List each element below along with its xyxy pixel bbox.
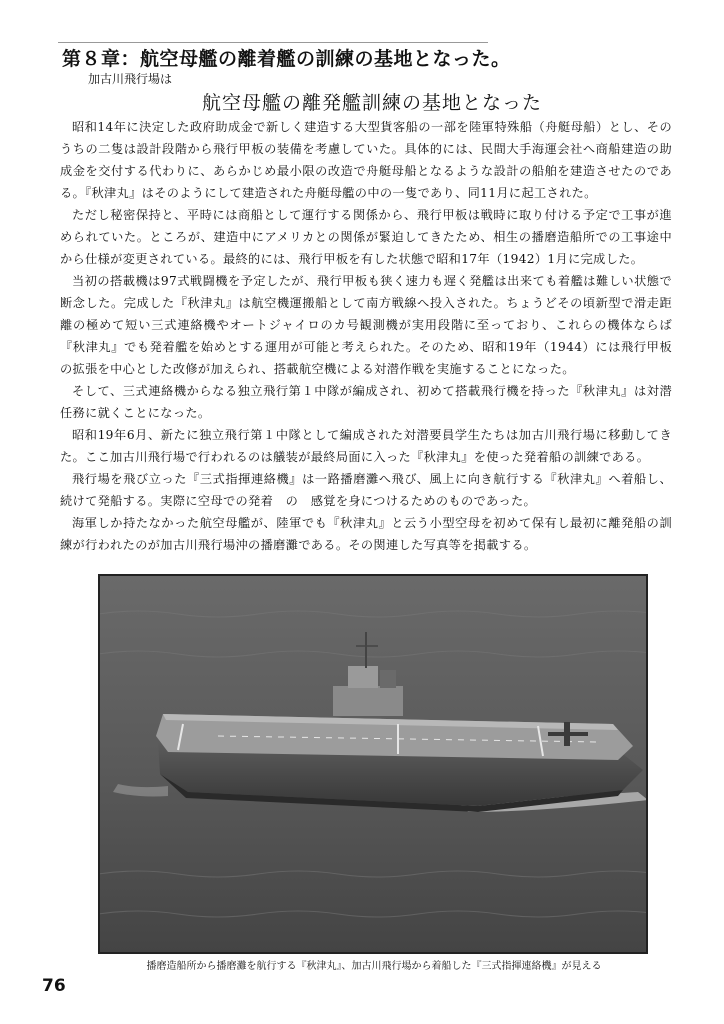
subtitle-small: 加古川飛行場は	[88, 72, 173, 86]
paragraph: そして、三式連絡機からなる独立飛行第１中隊が編成され、初めて搭載飛行機を持った『秋津丸』は対潜任務に就くことになった。	[60, 384, 672, 420]
headline: 航空母艦の離発艦訓練の基地となった	[201, 92, 542, 114]
page-number: 76	[42, 976, 66, 996]
chapter-title: 第８章：航空母艦の離着艦の訓練の基地となった。	[62, 48, 511, 70]
paragraph: 昭和14年に決定した政府助成金で新しく建造する大型貨客船の一部を陸軍特殊船（舟艇母船）とし、そのうちの二隻は設計段階から飛行甲板の装備を考慮していた。具体的には、民間大手海運会社へ商船建造の助成金を交付する代わりに、あらかじめ最小限の改造で舟艇母船となるような設計の船舶を建造させたのである。『秋津丸』はそのようにして建造された舟艇母艦の中の一隻であり、同11月に起工された。	[60, 120, 672, 200]
paragraph: 昭和19年6月、新たに独立飛行第１中隊として編成された対潜要員学生たちは加古川飛行場に移動してきた。ここ加古川飛行場で行われるのは艤装が最終局面に入った『秋津丸』を使った発着船の訓練である。	[60, 428, 672, 464]
paragraph: 飛行場を飛び立った『三式指揮連絡機』は一路播磨灘へ飛び、風上に向き航行する『秋津丸』へ着船し、続けて発船する。実際に空母での発着 の 感覚を身につけるためのものであった。	[60, 472, 672, 508]
paragraph: 当初の搭載機は97式戦闘機を予定したが、飛行甲板も狭く速力も遅く発艦は出来ても着艦は難しい状態で断念した。完成した『秋津丸』は航空機運搬船として南方戦線へ投入された。ちょうどその頃新型で滑走距離の極めて短い三式連絡機やオートジャイロのカ号観測機が実用段階に至っており、これらの機体ならば『秋津丸』でも発着艦を始めとする運用が可能と考えられた。そのため、昭和19年（1944）には飛行甲板の拡張を中心とした改修が加えられ、搭載航空機による対潜作戦を実施することになった。	[60, 274, 672, 376]
top-rule	[58, 42, 488, 43]
photo-caption: 播磨造船所から播磨灘を航行する『秋津丸』、加古川飛行場から着船した『三式指揮連絡機』が見える	[146, 961, 602, 972]
paragraph: ただし秘密保持と、平時には商船として運行する関係から、飛行甲板は戦時に取り付ける予定で工事が進められていた。ところが、建造中にアメリカとの関係が緊迫してきたため、相生の播磨造船所での工事途中から仕様が変更されている。最終的には、飛行甲板を有した状態で昭和17年（1942）1月に完成した。	[60, 208, 672, 266]
paragraph: 海軍しか持たなかった航空母艦が、陸軍でも『秋津丸』と云う小型空母を初めて保有し最初に離発船の訓練が行われたのが加古川飛行場沖の播磨灘である。その関連した写真等を掲載する。	[60, 516, 672, 552]
ship-photo	[98, 574, 648, 954]
body-text	[60, 116, 672, 556]
carrier-illustration	[98, 574, 648, 954]
